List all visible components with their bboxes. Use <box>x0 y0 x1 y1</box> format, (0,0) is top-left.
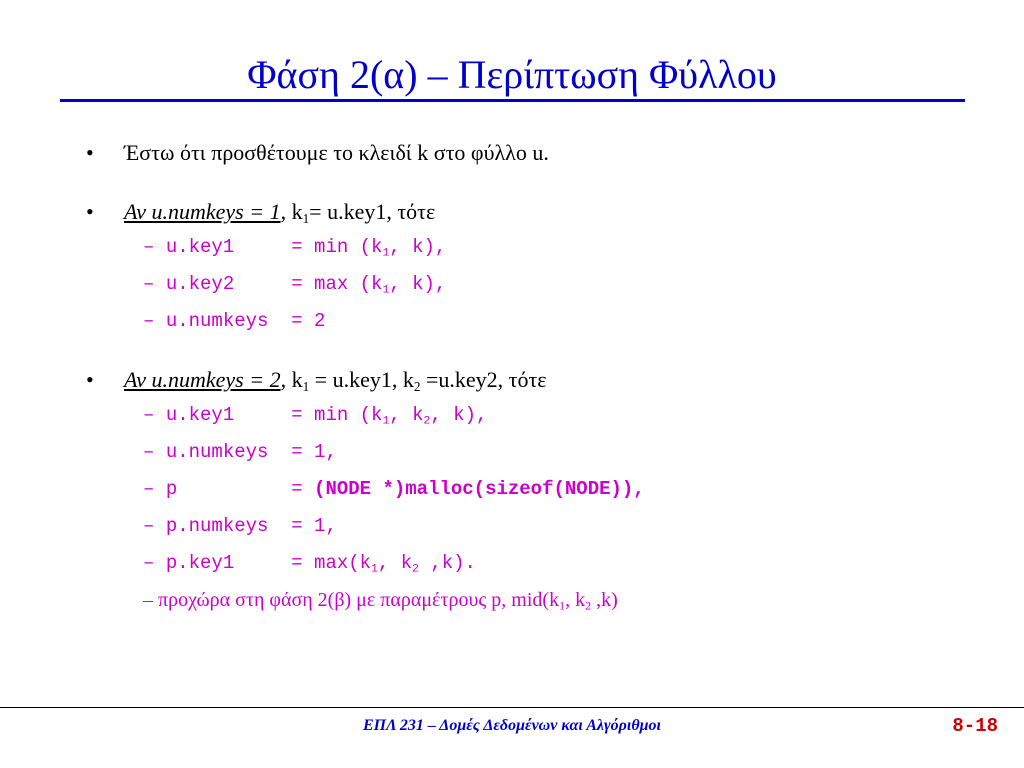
code-fragment: , k <box>389 404 424 426</box>
dash: – <box>143 273 166 295</box>
subscript: 2 <box>412 563 419 576</box>
footer-divider <box>0 707 1024 708</box>
text-fragment: = u.key1, τότε <box>309 199 436 224</box>
code-fragment: u.key1 = min (k <box>165 236 383 258</box>
code-line <box>143 235 446 259</box>
bullet-marker: • <box>86 367 94 392</box>
code-fragment: , k), <box>389 236 447 258</box>
code-bold: (NODE *)malloc(sizeof(NODE)), <box>314 478 645 500</box>
code-fragment: u.key1 = min (k <box>165 404 383 426</box>
text-fragment: , k <box>280 367 303 392</box>
code-line <box>143 514 337 538</box>
dash: – <box>143 441 166 463</box>
dash: – <box>143 589 158 611</box>
code-fragment: u.key2 = max (k <box>165 273 383 295</box>
subscript: 1 <box>559 598 566 613</box>
text-fragment: προχώρα στη φάση 2(β) με παραμέτρους p, mid(k <box>158 589 560 611</box>
code-fragment: p.numkeys = 1, <box>165 515 337 537</box>
bullet-marker: • <box>86 140 94 165</box>
bullet-text: Έστω ότι προσθέτουμε το κλειδί k στο φύλλο u. <box>124 140 549 165</box>
condition-text: Αν u.numkeys = 1 <box>124 199 281 224</box>
code-fragment: , k), <box>389 273 447 295</box>
code-line <box>143 551 476 575</box>
text-line <box>143 588 618 612</box>
subscript: 1 <box>382 284 390 297</box>
code-fragment: p.key1 = max(k <box>165 552 372 574</box>
subscript: 2 <box>423 415 431 428</box>
footer-course-title: ΕΠΛ 231 – Δομές Δεδομένων και Αλγόριθμοι <box>362 717 661 734</box>
subscript: 1 <box>302 378 310 394</box>
subscript: 1 <box>382 247 390 260</box>
dash: – <box>143 236 166 258</box>
subscript: 2 <box>413 378 421 394</box>
bullet-text <box>124 367 547 393</box>
code-fragment: ,k). <box>418 552 476 574</box>
text-fragment: , k <box>565 589 586 611</box>
slide-title: Φάση 2(α) – Περίπτωση Φύλλου <box>247 52 777 97</box>
dash: – <box>143 478 166 500</box>
bullet-marker: • <box>86 199 94 224</box>
code-line <box>143 477 645 501</box>
code-line <box>143 403 487 427</box>
code-line <box>143 440 337 464</box>
title-underline <box>60 99 965 102</box>
code-fragment: u.numkeys = 2 <box>165 310 326 332</box>
subscript: 1 <box>302 210 310 226</box>
code-fragment: , k), <box>430 404 488 426</box>
text-fragment: =u.key2, τότε <box>420 367 547 392</box>
bullet-text <box>124 199 435 225</box>
text-fragment: ,k) <box>591 589 618 611</box>
dash: – <box>143 552 166 574</box>
dash: – <box>143 310 166 332</box>
code-line <box>143 309 325 333</box>
text-fragment: = u.key1, k <box>309 367 414 392</box>
code-line <box>143 272 446 296</box>
dash: – <box>143 404 166 426</box>
subscript: 1 <box>382 415 390 428</box>
subscript: 2 <box>585 598 592 613</box>
text-fragment: , k <box>280 199 303 224</box>
dash: – <box>143 515 166 537</box>
code-fragment: u.numkeys = 1, <box>165 441 337 463</box>
page-number: 8-18 <box>952 715 998 737</box>
code-fragment: p = <box>165 478 315 500</box>
subscript: 1 <box>371 563 378 576</box>
code-fragment: , k <box>377 552 413 574</box>
condition-text: Αν u.numkeys = 2 <box>124 367 281 392</box>
